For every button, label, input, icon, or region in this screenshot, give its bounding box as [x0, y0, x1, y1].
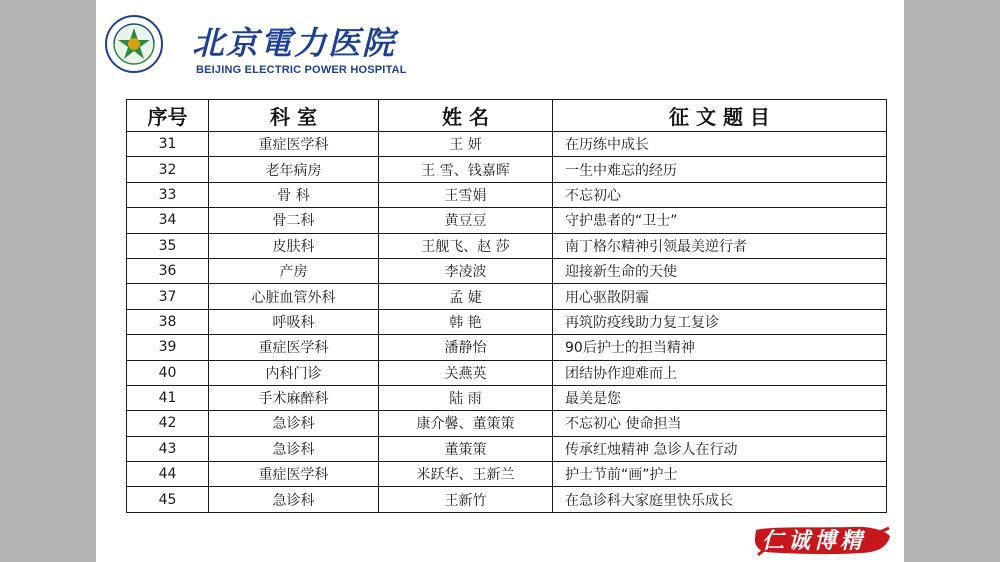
- column-header-number: 序号: [127, 100, 209, 132]
- cell-name: 陆 雨: [379, 385, 553, 410]
- table-row: [127, 411, 887, 436]
- cell-number: 45: [127, 487, 209, 512]
- hospital-name-cn: 北京電力医院: [192, 24, 397, 62]
- cell-name: 康介馨、董策策: [379, 411, 553, 436]
- cell-name: 王新竹: [379, 487, 553, 512]
- cell-department: 急诊科: [209, 487, 379, 512]
- cell-name: 王雪娟: [379, 182, 553, 207]
- cell-department: 重症医学科: [209, 132, 379, 157]
- cell-name: 潘静怡: [379, 335, 553, 360]
- cell-number: 39: [127, 335, 209, 360]
- cell-number: 35: [127, 233, 209, 258]
- cell-number: 37: [127, 284, 209, 309]
- hospital-name-en: BEIJING ELECTRIC POWER HOSPITAL: [196, 64, 407, 76]
- table-row: [127, 487, 887, 512]
- essay-roster-table: [126, 99, 887, 513]
- cell-essay-title: 用心驱散阴霾: [553, 284, 887, 309]
- cell-number: 32: [127, 157, 209, 182]
- cell-department: 心脏血管外科: [209, 284, 379, 309]
- table-row: [127, 462, 887, 487]
- cell-essay-title: 不忘初心: [553, 182, 887, 207]
- cell-essay-title: 护士节前“画”护士: [553, 462, 887, 487]
- table-row: [127, 385, 887, 410]
- table-row: [127, 436, 887, 461]
- cell-department: 重症医学科: [209, 335, 379, 360]
- cell-number: 40: [127, 360, 209, 385]
- cell-essay-title: 90后护士的担当精神: [553, 335, 887, 360]
- hospital-emblem-icon: [104, 14, 164, 74]
- cell-name: 黄豆豆: [379, 208, 553, 233]
- table-row: [127, 157, 887, 182]
- table-row: [127, 208, 887, 233]
- cell-department: 老年病房: [209, 157, 379, 182]
- cell-number: 43: [127, 436, 209, 461]
- cell-name: 韩 艳: [379, 309, 553, 334]
- column-header-department: 科 室: [209, 100, 379, 132]
- table-row: [127, 309, 887, 334]
- cell-essay-title: 最美是您: [553, 385, 887, 410]
- table-row: [127, 182, 887, 207]
- table-row: [127, 233, 887, 258]
- cell-essay-title: 传承红烛精神 急诊人在行动: [553, 436, 887, 461]
- table-row: [127, 132, 887, 157]
- cell-essay-title: 一生中难忘的经历: [553, 157, 887, 182]
- cell-department: 急诊科: [209, 436, 379, 461]
- table-row: [127, 284, 887, 309]
- cell-department: 手术麻醉科: [209, 385, 379, 410]
- cell-number: 42: [127, 411, 209, 436]
- cell-name: 王舰飞、赵 莎: [379, 233, 553, 258]
- cell-name: 王 妍: [379, 132, 553, 157]
- cell-number: 31: [127, 132, 209, 157]
- cell-essay-title: 在急诊科大家庭里快乐成长: [553, 487, 887, 512]
- cell-number: 44: [127, 462, 209, 487]
- cell-department: 重症医学科: [209, 462, 379, 487]
- cell-essay-title: 在历练中成长: [553, 132, 887, 157]
- cell-department: 皮肤科: [209, 233, 379, 258]
- cell-name: 关燕英: [379, 360, 553, 385]
- cell-essay-title: 迎接新生命的天使: [553, 258, 887, 283]
- cell-number: 34: [127, 208, 209, 233]
- cell-number: 36: [127, 258, 209, 283]
- column-header-essay-title: 征 文 题 目: [553, 100, 887, 132]
- cell-department: 骨 科: [209, 182, 379, 207]
- cell-name: 李凌波: [379, 258, 553, 283]
- cell-name: 米跃华、王新兰: [379, 462, 553, 487]
- cell-department: 呼吸科: [209, 309, 379, 334]
- cell-department: 内科门诊: [209, 360, 379, 385]
- cell-department: 产房: [209, 258, 379, 283]
- table-row: [127, 258, 887, 283]
- table-row: [127, 360, 887, 385]
- cell-name: 董策策: [379, 436, 553, 461]
- cell-name: 孟 婕: [379, 284, 553, 309]
- table-row: [127, 335, 887, 360]
- table-header-row: [127, 100, 887, 132]
- cell-essay-title: 不忘初心 使命担当: [553, 411, 887, 436]
- cell-essay-title: 团结协作迎难而上: [553, 360, 887, 385]
- cell-number: 33: [127, 182, 209, 207]
- cell-essay-title: 南丁格尔精神引领最美逆行者: [553, 233, 887, 258]
- cell-number: 41: [127, 385, 209, 410]
- cell-department: 骨二科: [209, 208, 379, 233]
- cell-essay-title: 再筑防疫线助力复工复诊: [553, 309, 887, 334]
- cell-department: 急诊科: [209, 411, 379, 436]
- cell-number: 38: [127, 309, 209, 334]
- cell-name: 王 雪、钱嘉晖: [379, 157, 553, 182]
- cell-essay-title: 守护患者的“卫士”: [553, 208, 887, 233]
- column-header-name: 姓 名: [379, 100, 553, 132]
- motto-stamp-text: 仁诚博精: [762, 528, 867, 554]
